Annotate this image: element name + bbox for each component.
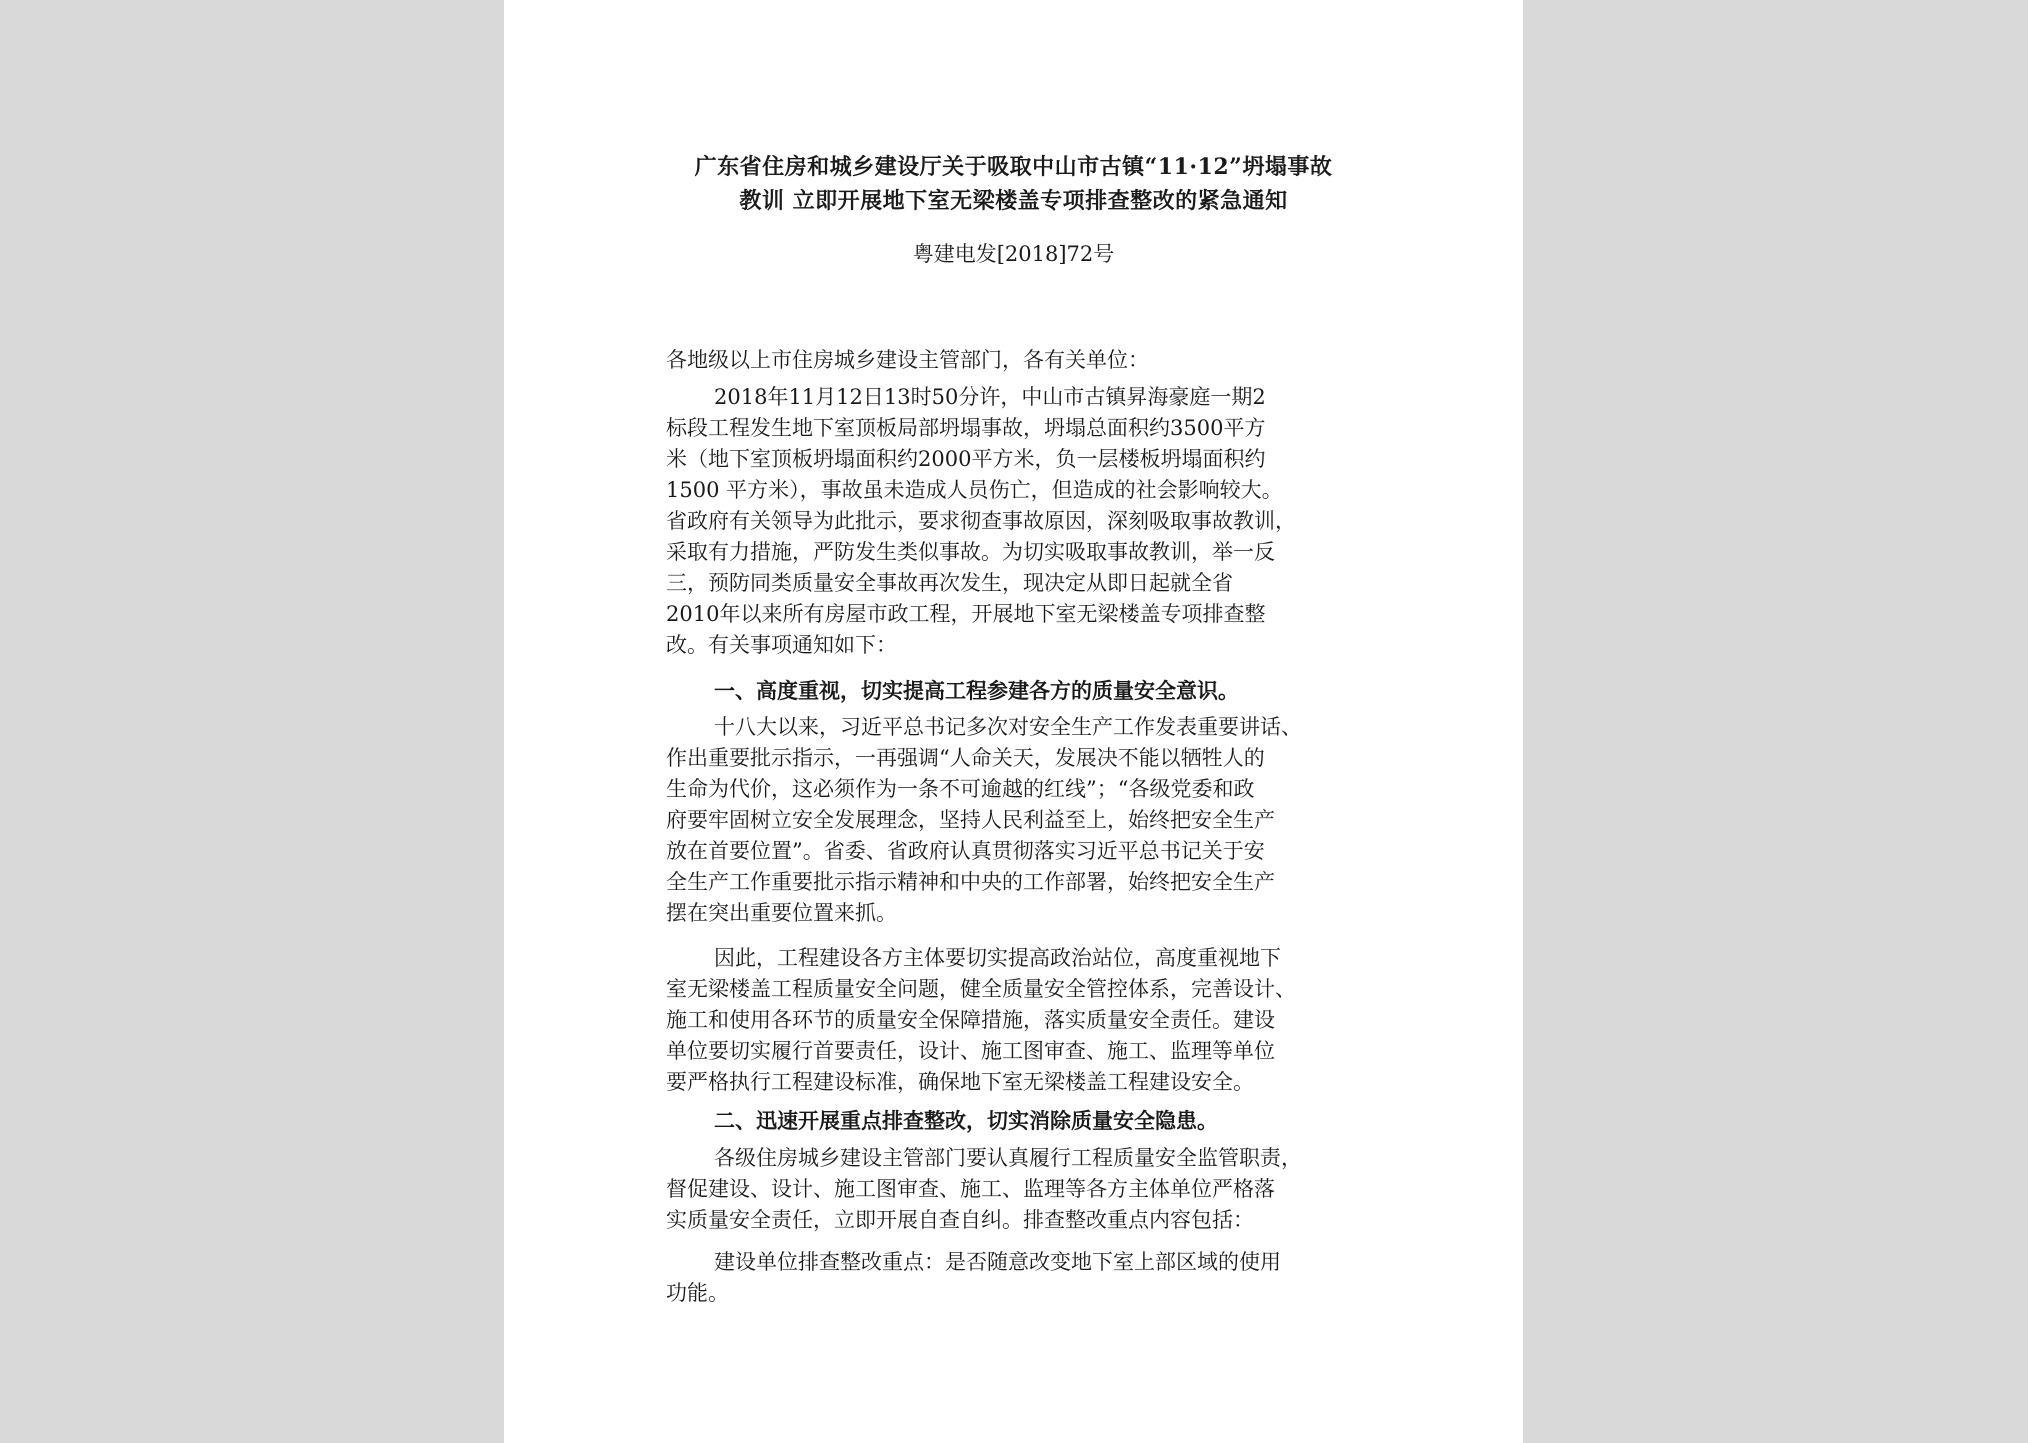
paragraph-line: 单位要切实履行首要责任，设计、施工图审查、施工、监理等单位 bbox=[666, 1039, 1275, 1063]
paragraph-line: 室无梁楼盖工程质量安全问题，健全质量安全管控体系，完善设计、 bbox=[666, 977, 1296, 1001]
paragraph-line: 作出重要批示指示，一再强调“人命关天，发展决不能以牺牲人的 bbox=[666, 746, 1265, 770]
paragraph-line: 因此，工程建设各方主体要切实提高政治站位，高度重视地下 bbox=[714, 946, 1281, 970]
paragraph-line: 米（地下室顶板坍塌面积约2000平方米，负一层楼板坍塌面积约 bbox=[666, 447, 1266, 471]
paragraph-line: 功能。 bbox=[666, 1281, 729, 1305]
paragraph-line: 标段工程发生地下室顶板局部坍塌事故，坍塌总面积约3500平方 bbox=[666, 416, 1266, 440]
paragraph-line: 实质量安全责任，立即开展自查自纠。排查整改重点内容包括： bbox=[666, 1208, 1254, 1232]
paragraph-line: 2010年以来所有房屋市政工程，开展地下室无梁楼盖专项排查整 bbox=[666, 602, 1266, 626]
document-page bbox=[504, 0, 1523, 1443]
paragraph-line: 各级住房城乡建设主管部门要认真履行工程质量安全监管职责， bbox=[714, 1146, 1302, 1170]
document-title-line1: 广东省住房和城乡建设厅关于吸取中山市古镇“11·12”坍塌事故 bbox=[694, 154, 1333, 180]
paragraph-line: 要严格执行工程建设标准，确保地下室无梁楼盖工程建设安全。 bbox=[666, 1070, 1254, 1094]
section-heading-2: 二、迅速开展重点排查整改，切实消除质量安全隐患。 bbox=[714, 1108, 1218, 1133]
paragraph-line: 生命为代价，这必须作为一条不可逾越的红线”；“各级党委和政 bbox=[666, 777, 1255, 801]
paragraph-line: 督促建设、设计、施工图审查、施工、监理等各方主体单位严格落 bbox=[666, 1177, 1275, 1201]
paragraph-line: 三，预防同类质量安全事故再次发生，现决定从即日起就全省 bbox=[666, 571, 1233, 595]
section-heading-1: 一、高度重视，切实提高工程参建各方的质量安全意识。 bbox=[714, 678, 1239, 703]
document-title-line2: 教训 立即开展地下室无梁楼盖专项排查整改的紧急通知 bbox=[739, 188, 1288, 214]
salutation: 各地级以上市住房城乡建设主管部门，各有关单位： bbox=[666, 348, 1149, 372]
paragraph-line: 1500 平方米），事故虽未造成人员伤亡，但造成的社会影响较大。 bbox=[666, 478, 1283, 502]
paragraph-line: 府要牢固树立安全发展理念，坚持人民利益至上，始终把安全生产 bbox=[666, 808, 1275, 832]
paragraph-line: 建设单位排查整改重点：是否随意改变地下室上部区域的使用 bbox=[714, 1250, 1281, 1274]
paragraph-line: 采取有力措施，严防发生类似事故。为切实吸取事故教训，举一反 bbox=[666, 540, 1275, 564]
paragraph-line: 放在首要位置”。省委、省政府认真贯彻落实习近平总书记关于安 bbox=[666, 839, 1265, 863]
paragraph-line: 施工和使用各环节的质量安全保障措施，落实质量安全责任。建设 bbox=[666, 1008, 1275, 1032]
paragraph-line: 改。有关事项通知如下： bbox=[666, 633, 897, 657]
paragraph-line: 摆在突出重要位置来抓。 bbox=[666, 901, 897, 925]
paragraph-line: 全生产工作重要批示指示精神和中央的工作部署，始终把安全生产 bbox=[666, 870, 1275, 894]
paragraph-line: 十八大以来，习近平总书记多次对安全生产工作发表重要讲话、 bbox=[714, 715, 1302, 739]
paragraph-line: 2018年11月12日13时50分许，中山市古镇昇海豪庭一期2 bbox=[714, 385, 1266, 409]
document-number: 粤建电发[2018]72号 bbox=[912, 242, 1115, 266]
paragraph-line: 省政府有关领导为此批示，要求彻查事故原因，深刻吸取事故教训， bbox=[666, 509, 1296, 533]
